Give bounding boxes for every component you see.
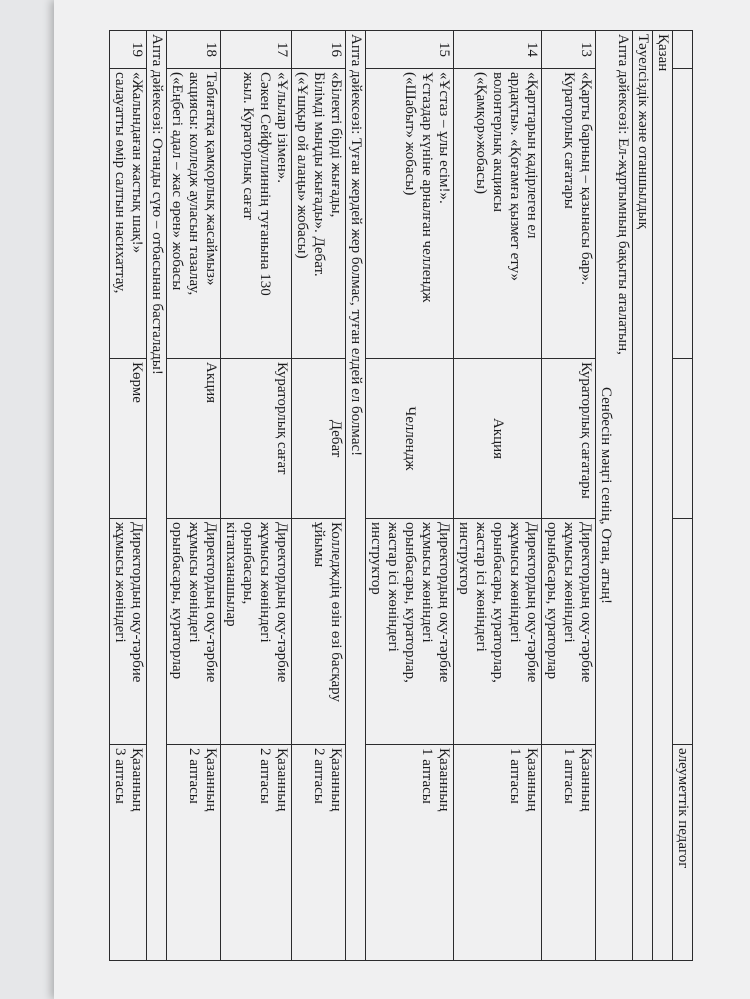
title-line: салауатты өмір салтын насихаттау, xyxy=(112,72,128,294)
event-title xyxy=(454,69,542,359)
header-cell xyxy=(673,69,693,359)
event-responsible xyxy=(110,519,147,745)
event-form: Челлендж xyxy=(366,359,454,519)
table-row xyxy=(366,31,454,961)
event-responsible xyxy=(221,519,292,745)
deadline-line: Қазанның xyxy=(129,748,145,812)
header-cell xyxy=(673,519,693,745)
week-motto xyxy=(596,31,633,961)
month-heading: Қазан xyxy=(653,31,673,961)
row-number: 19 xyxy=(110,31,147,69)
table-row xyxy=(221,31,292,961)
event-deadline xyxy=(167,745,221,961)
title-line: («Еңбегі адал – жас өрен» жобасы xyxy=(169,72,185,291)
event-title xyxy=(221,69,292,359)
responsible-line: жұмысы жөніндегі xyxy=(419,522,435,643)
title-line: «Ұстаз – ұлы есім!». xyxy=(436,72,452,204)
deadline-line: 2 аптасы xyxy=(311,748,327,804)
event-deadline xyxy=(366,745,454,961)
responsible-line: Директордың оқу-тәрбие xyxy=(436,522,452,683)
responsible-line: инструктор xyxy=(456,522,472,595)
deadline-line: Қазанның xyxy=(578,748,594,812)
deadline-line: 1 аптасы xyxy=(507,748,523,804)
section-motto-row xyxy=(346,31,366,961)
event-deadline xyxy=(110,745,147,961)
title-line: Сәкен Сейфуллиннің туғанына 130 xyxy=(257,72,273,296)
responsible-line: жастар ісі жөніндегі xyxy=(385,522,401,652)
responsible-line: орынбасары, xyxy=(240,522,256,605)
deadline-line: 2 аптасы xyxy=(186,748,202,804)
event-form: Акция xyxy=(167,359,221,519)
title-line: волонтерлық акциясы xyxy=(490,72,506,213)
title-line: «Ұлылар ізімен». xyxy=(274,72,290,183)
responsible-line: жұмысы жөніндегі xyxy=(257,522,273,643)
event-title xyxy=(542,69,596,359)
row-number: 15 xyxy=(366,31,454,69)
section-motto-row xyxy=(596,31,633,961)
deadline-line: 3 аптасы xyxy=(112,748,128,804)
background-surface xyxy=(0,0,60,999)
event-responsible xyxy=(167,519,221,745)
section-month-row xyxy=(653,31,673,961)
event-deadline xyxy=(292,745,346,961)
event-form: Дебат xyxy=(292,359,346,519)
deadline-line: Қазанның xyxy=(524,748,540,812)
deadline-line: Қазанның xyxy=(203,748,219,812)
deadline-line: Қазанның xyxy=(274,748,290,812)
header-cell xyxy=(673,31,693,69)
event-form: Кураторлық сағат xyxy=(221,359,292,519)
title-line: акциясы: колледж аулаcын тазалау, xyxy=(186,72,202,296)
section-motto-row xyxy=(147,31,167,961)
event-deadline xyxy=(454,745,542,961)
responsible-line: жұмысы жөніндегі xyxy=(112,522,128,643)
responsible-line: Колледждің өзін өзі басқару xyxy=(328,522,344,702)
table-row xyxy=(110,31,147,961)
section-theme-row xyxy=(633,31,653,961)
responsible-line: ұйымы xyxy=(311,522,327,568)
responsible-line: Директордың оқу-тәрбие xyxy=(578,522,594,683)
row-number: 13 xyxy=(542,31,596,69)
event-deadline xyxy=(542,745,596,961)
plan-table xyxy=(109,30,693,961)
event-deadline xyxy=(221,745,292,961)
event-title xyxy=(292,69,346,359)
theme-heading: Тәуелсіздік және отаншылдық xyxy=(633,31,653,961)
responsible-line: Директордың оқу-тәрбие xyxy=(203,522,219,683)
deadline-line: Қазанның xyxy=(328,748,344,812)
responsible-line: жұмысы жөніндегі xyxy=(507,522,523,643)
event-title xyxy=(110,69,147,359)
responsible-line: орынбасары, кураторлар xyxy=(169,522,185,680)
motto-line: Сенбесін мәңгі сенің, Отан, атың! xyxy=(598,386,614,605)
row-number: 14 xyxy=(454,31,542,69)
motto-line: Апта дәйексөзі: Ел-жұртымның бақыты аталатын, xyxy=(615,34,631,355)
title-line: Ұстаздар күніне арналған челлендж xyxy=(419,72,435,303)
event-form: Кураторлық сағатары xyxy=(542,359,596,519)
event-title xyxy=(366,69,454,359)
event-responsible xyxy=(366,519,454,745)
table-row xyxy=(454,31,542,961)
title-line: Кураторлық сағатары xyxy=(561,72,577,209)
responsible-line: Директордың оқу-тәрбие xyxy=(129,522,145,683)
table-row xyxy=(292,31,346,961)
table-row xyxy=(167,31,221,961)
responsible-line: жұмысы жөніндегі xyxy=(186,522,202,643)
table-header-row xyxy=(673,31,693,961)
row-number: 16 xyxy=(292,31,346,69)
title-line: «Қарттарын қадірлеген ел xyxy=(524,72,540,239)
event-responsible xyxy=(542,519,596,745)
row-number: 17 xyxy=(221,31,292,69)
title-line: жыл. Кураторлық сағат xyxy=(240,72,256,220)
deadline-line: Қазанның xyxy=(436,748,452,812)
table-row xyxy=(542,31,596,961)
title-line: («Шабыт» жобасы) xyxy=(402,72,418,196)
week-motto: Апта дәйексөзі: Туған жердей жер болмас, туған елдей ел болмас! xyxy=(346,31,366,961)
week-motto: Апта дәйексөзі: Отанды сүю – отбасынан басталады! xyxy=(147,31,167,961)
title-line: «Қарты барның – қазынасы бар». xyxy=(578,72,594,285)
responsible-line: жұмысы жөніндегі xyxy=(561,522,577,643)
responsible-line: Директордың оқу-тәрбие xyxy=(274,522,290,683)
header-cell xyxy=(673,359,693,519)
title-line: («Қамқор»жобасы) xyxy=(473,72,489,194)
event-title xyxy=(167,69,221,359)
event-form: Көрме xyxy=(110,359,147,519)
title-line: «Білекті бірді жығады, xyxy=(328,72,344,218)
header-cell-responsible: әлеуметтік педагог xyxy=(673,745,693,961)
title-line: Білімді мыңды жығады». Дебат. xyxy=(311,72,327,277)
event-form: Акция xyxy=(454,359,542,519)
responsible-line: Директордың оқу-тәрбие xyxy=(524,522,540,683)
deadline-line: 2 аптасы xyxy=(257,748,273,804)
title-line: ардақты». «Қоғамға қызмет ету» xyxy=(507,72,523,281)
responsible-line: инструктор xyxy=(368,522,384,595)
deadline-line: 1 аптасы xyxy=(419,748,435,804)
event-responsible xyxy=(292,519,346,745)
responsible-line: орынбасары, кураторлар xyxy=(544,522,560,680)
deadline-line: 1 аптасы xyxy=(561,748,577,804)
title-line: Табиғатқа қамқорлық жасаймыз» xyxy=(203,72,219,286)
row-number: 18 xyxy=(167,31,221,69)
title-line: «Жалындаған жастық шақ!» xyxy=(129,72,145,254)
title-line: («Ұшқыр ой алаңы» жобасы) xyxy=(294,72,310,259)
rotated-document xyxy=(53,30,693,960)
responsible-line: жастар ісі жөніндегі xyxy=(473,522,489,652)
responsible-line: кітапханашылар xyxy=(223,522,239,627)
responsible-line: орынбасары, кураторлар, xyxy=(402,522,418,683)
responsible-line: орынбасары, кураторлар, xyxy=(490,522,506,683)
event-responsible xyxy=(454,519,542,745)
